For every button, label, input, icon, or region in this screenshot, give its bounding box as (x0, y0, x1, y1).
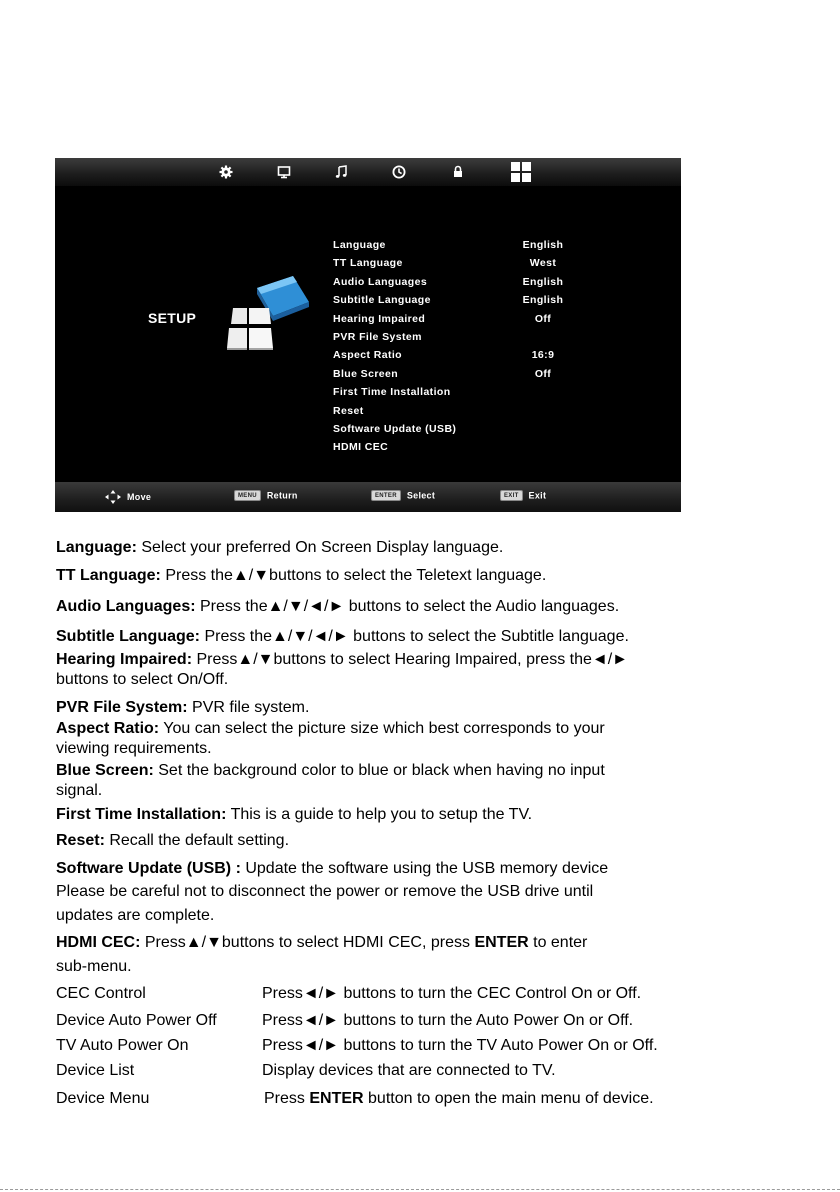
cec-item-description: Press◄/► buttons to turn the Auto Power On or Off. (262, 1012, 634, 1029)
desc-blue-screen-cont: signal. (56, 782, 103, 799)
enter-key-icon: ENTER (371, 490, 401, 501)
menu-item-label: Audio Languages (333, 275, 428, 288)
cec-item-name: Device Auto Power Off (56, 1012, 217, 1029)
cec-item-name: CEC Control (56, 985, 146, 1002)
desc-language: Language: Select your preferred On Screen Display language. (56, 539, 504, 556)
desc-hdmi-cec-cont: sub-menu. (56, 958, 132, 975)
hint-exit-label: Exit (528, 490, 547, 501)
cec-item-description: Press◄/► buttons to turn the CEC Control On or Off. (262, 985, 642, 1002)
hint-move-label: Move (127, 492, 152, 502)
menu-item-value: English (522, 239, 564, 251)
menu-item-value: English (522, 275, 564, 288)
menu-item-label: Subtitle Language (333, 294, 431, 307)
menu-item-label: Blue Screen (333, 367, 399, 380)
desc-aspect-ratio-cont: viewing requirements. (56, 740, 212, 757)
menu-item-label: Aspect Ratio (333, 349, 402, 362)
cec-item-name: Device Menu (56, 1090, 150, 1107)
desc-aspect-ratio: Aspect Ratio: You can select the picture size which best corresponds to your (56, 720, 605, 737)
desc-hdmi-cec: HDMI CEC: Press▲/▼buttons to select HDMI CEC, press ENTER to enter (56, 934, 588, 951)
desc-hearing-impaired: Hearing Impaired: Press▲/▼buttons to select Hearing Impaired, press the◄/► (56, 651, 628, 668)
menu-item-label: HDMI CEC (333, 441, 389, 454)
desc-blue-screen: Blue Screen: Set the background color to blue or black when having no input (56, 762, 605, 779)
cec-item-description: Display devices that are connected to TV. (262, 1062, 556, 1079)
desc-pvr-file-system: PVR File System: PVR file system. (56, 699, 310, 716)
desc-first-time-installation: First Time Installation: This is a guide to help you to setup the TV. (56, 806, 533, 823)
menu-item-value: 16:9 (531, 349, 555, 362)
menu-item-label: PVR File System (333, 330, 422, 343)
desc-software-update-cont2: updates are complete. (56, 907, 215, 924)
hint-select-label: Select (406, 490, 436, 501)
menu-item-label: Language (333, 239, 386, 251)
menu-item-value: English (522, 294, 564, 307)
exit-key-icon: EXIT (500, 490, 523, 501)
desc-tt-language: TT Language: Press the▲/▼buttons to select the Teletext language. (56, 567, 547, 584)
cec-item-description: Press ENTER button to open the main menu of device. (264, 1090, 654, 1107)
desc-hearing-impaired-cont: buttons to select On/Off. (56, 671, 229, 688)
menu-item-value: Off (534, 312, 552, 325)
menu-item-label: Hearing Impaired (333, 312, 426, 325)
desc-software-update: Software Update (USB) : Update the software using the USB memory device (56, 860, 609, 877)
osd-page-title: SETUP (148, 310, 197, 326)
desc-subtitle-language: Subtitle Language: Press the▲/▼/◄/► buttons to select the Subtitle language. (56, 628, 629, 645)
desc-audio-languages: Audio Languages: Press the▲/▼/◄/► buttons to select the Audio languages. (56, 598, 620, 615)
cec-item-name: Device List (56, 1062, 135, 1079)
menu-key-icon: MENU (234, 490, 261, 501)
menu-item-value: West (529, 257, 557, 270)
desc-software-update-cont: Please be careful not to disconnect the power or remove the USB drive until (56, 883, 594, 900)
menu-item-label: First Time Installation (333, 386, 451, 399)
desc-reset: Reset: Recall the default setting. (56, 832, 290, 849)
menu-item-label: Reset (333, 404, 364, 417)
hint-return-label: Return (266, 490, 298, 501)
menu-item-label: Software Update (USB) (333, 422, 457, 435)
page-bottom-rule (0, 1189, 840, 1190)
cec-item-description: Press◄/► buttons to turn the TV Auto Power On or Off. (262, 1037, 658, 1054)
menu-item-label: TT Language (333, 257, 403, 270)
cec-item-name: TV Auto Power On (56, 1037, 189, 1054)
menu-item-value: Off (534, 367, 552, 380)
